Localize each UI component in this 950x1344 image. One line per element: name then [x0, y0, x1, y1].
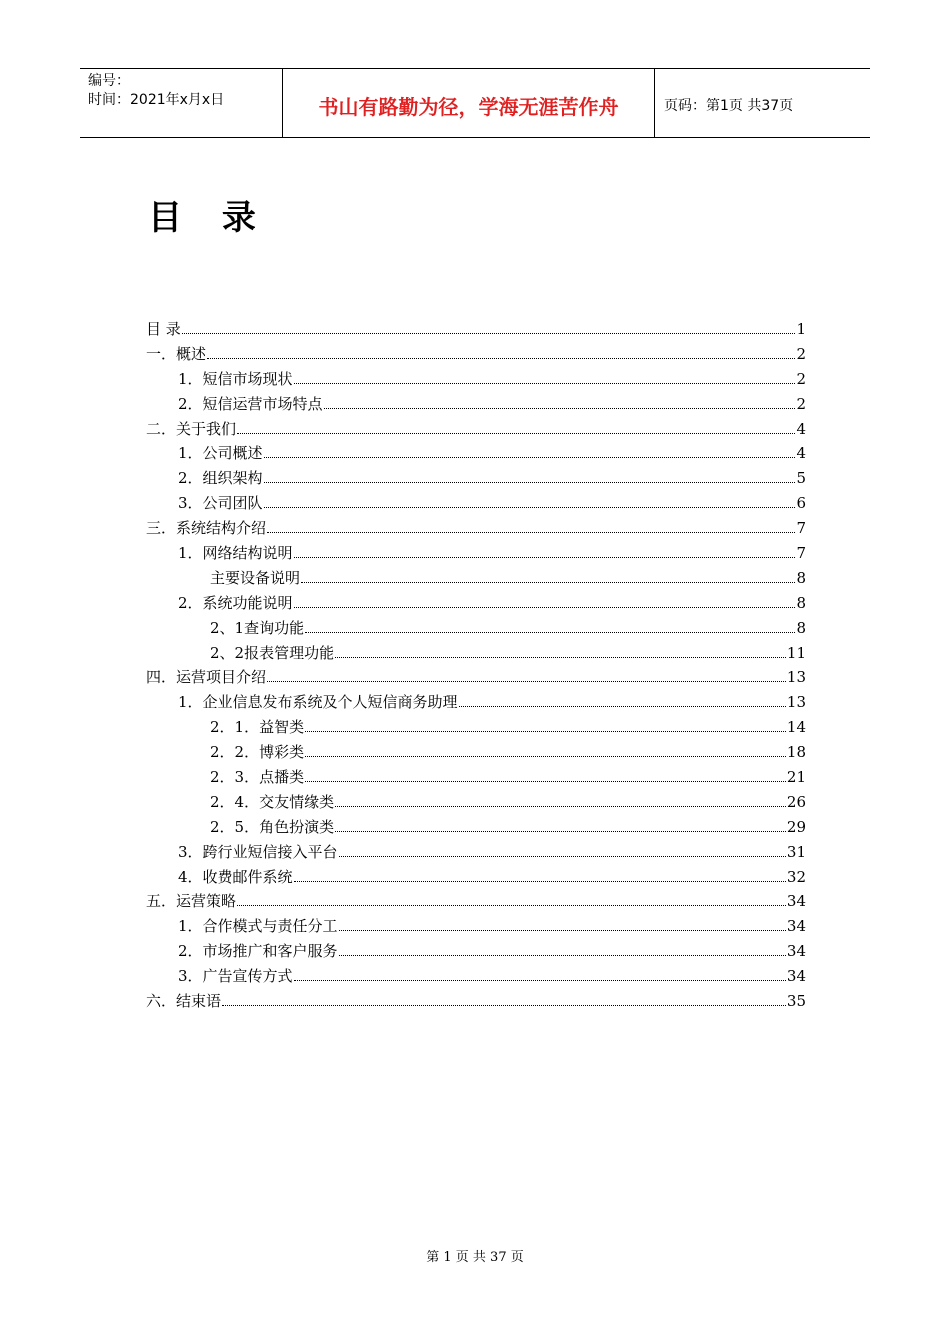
- toc-entry-page: 2: [796, 344, 806, 363]
- table-of-contents: [146, 318, 806, 1015]
- toc-dot-leader: [335, 656, 786, 658]
- toc-entry-page: 34: [786, 942, 806, 961]
- toc-entry-title: 六．结束语: [146, 992, 222, 1011]
- toc-dot-leader: [264, 506, 796, 508]
- toc-entry[interactable]: [146, 542, 806, 567]
- toc-entry-title: 2、1查询功能: [210, 618, 305, 637]
- toc-entry-page: 7: [796, 519, 806, 538]
- toc-entry[interactable]: [146, 492, 806, 517]
- toc-entry[interactable]: [146, 343, 806, 368]
- toc-dot-leader: [267, 531, 795, 533]
- toc-entry[interactable]: [146, 318, 806, 343]
- toc-entry-page: 13: [786, 668, 806, 687]
- toc-entry-title: 1．网络结构说明: [178, 544, 293, 563]
- toc-entry-title: 2、2报表管理功能: [210, 643, 335, 662]
- toc-entry-title: 2．1．益智类: [210, 718, 305, 737]
- toc-entry-page: 13: [786, 693, 806, 712]
- toc-entry-page: 32: [786, 867, 806, 886]
- toc-entry[interactable]: [146, 866, 806, 891]
- toc-dot-leader: [339, 929, 786, 931]
- toc-entry[interactable]: [146, 642, 806, 667]
- toc-entry[interactable]: [146, 467, 806, 492]
- toc-entry-page: 1: [796, 320, 806, 338]
- toc-entry-page: 2: [796, 394, 806, 413]
- toc-dot-leader: [305, 755, 786, 757]
- toc-dot-leader: [264, 456, 796, 458]
- toc-entry-page: 21: [786, 768, 806, 787]
- toc-entry[interactable]: [146, 990, 806, 1015]
- toc-entry[interactable]: [146, 940, 806, 965]
- toc-dot-leader: [305, 631, 795, 633]
- toc-entry-page: 11: [786, 643, 806, 662]
- toc-entry-page: 29: [786, 817, 806, 836]
- toc-dot-leader: [207, 357, 795, 359]
- toc-entry[interactable]: [146, 716, 806, 741]
- toc-entry[interactable]: [146, 691, 806, 716]
- header-meta: [80, 69, 282, 137]
- toc-entry-page: 34: [786, 917, 806, 936]
- toc-entry-page: 2: [796, 369, 806, 388]
- toc-dot-leader: [305, 730, 786, 732]
- toc-entry-page: 6: [796, 494, 806, 513]
- toc-dot-leader: [301, 581, 795, 583]
- toc-entry-title: 3．公司团队: [178, 494, 263, 513]
- toc-dot-leader: [324, 407, 796, 409]
- toc-entry-page: 14: [786, 718, 806, 737]
- toc-entry[interactable]: [146, 741, 806, 766]
- toc-entry-title: 一．概述: [146, 344, 207, 363]
- toc-entry-page: 8: [796, 568, 806, 587]
- toc-dot-leader: [267, 680, 786, 682]
- toc-entry-title: 1．短信市场现状: [178, 369, 293, 388]
- toc-dot-leader: [294, 556, 796, 558]
- toc-entry-page: 34: [786, 892, 806, 911]
- toc-entry[interactable]: [146, 567, 806, 592]
- toc-entry-page: 35: [786, 992, 806, 1011]
- toc-entry-title: 2．市场推广和客户服务: [178, 942, 338, 961]
- toc-entry-title: 五．运营策略: [146, 892, 237, 911]
- toc-entry[interactable]: [146, 841, 806, 866]
- toc-entry-title: 2．5．角色扮演类: [210, 817, 335, 836]
- toc-dot-leader: [335, 805, 786, 807]
- toc-entry[interactable]: [146, 418, 806, 443]
- toc-entry-page: 18: [786, 743, 806, 762]
- header-page-info: 页码：第1页 共37页: [664, 98, 794, 114]
- toc-entry[interactable]: [146, 617, 806, 642]
- toc-dot-leader: [335, 830, 786, 832]
- toc-entry[interactable]: [146, 915, 806, 940]
- page-header: [80, 68, 870, 138]
- toc-entry-title: 2．组织架构: [178, 469, 263, 488]
- toc-entry-page: 8: [796, 593, 806, 612]
- toc-entry-page: 8: [796, 618, 806, 637]
- toc-entry-page: 7: [796, 544, 806, 563]
- document-time-label: 时间：2021年x月x日: [88, 92, 225, 108]
- toc-dot-leader: [294, 382, 796, 384]
- toc-dot-leader: [237, 432, 795, 434]
- toc-dot-leader: [339, 855, 786, 857]
- toc-entry-title: 4．收费邮件系统: [178, 867, 293, 886]
- toc-entry[interactable]: [146, 393, 806, 418]
- toc-entry-title: 2．2．博彩类: [210, 743, 305, 762]
- toc-dot-leader: [222, 1004, 786, 1006]
- toc-entry[interactable]: [146, 592, 806, 617]
- document-number-label: 编号：: [88, 73, 130, 89]
- header-motto: 书山有路勤为径，学海无涯苦作舟: [282, 69, 655, 137]
- toc-entry[interactable]: [146, 517, 806, 542]
- toc-entry-title: 四．运营项目介绍: [146, 668, 267, 687]
- toc-entry-title: 2．3．点播类: [210, 768, 305, 787]
- toc-entry-title: 二．关于我们: [146, 419, 237, 438]
- toc-entry[interactable]: [146, 666, 806, 691]
- toc-entry-page: 5: [796, 469, 806, 488]
- toc-dot-leader: [305, 780, 786, 782]
- toc-entry-page: 31: [786, 842, 806, 861]
- toc-entry-page: 4: [796, 419, 806, 438]
- toc-entry-page: 4: [796, 444, 806, 463]
- toc-entry[interactable]: [146, 816, 806, 841]
- toc-entry[interactable]: [146, 368, 806, 393]
- toc-entry-title: 2．4．交友情缘类: [210, 792, 335, 811]
- toc-entry-page: 26: [786, 792, 806, 811]
- toc-dot-leader: [237, 904, 786, 906]
- page-footer: 第 1 页 共 37 页: [426, 1250, 524, 1265]
- toc-entry[interactable]: [146, 965, 806, 990]
- toc-entry-title: 1．企业信息发布系统及个人短信商务助理: [178, 693, 458, 712]
- toc-entry[interactable]: [146, 791, 806, 816]
- toc-entry-title: 2．短信运营市场特点: [178, 394, 323, 413]
- toc-dot-leader: [339, 954, 786, 956]
- toc-entry[interactable]: [146, 890, 806, 915]
- page-title: 目 录: [148, 198, 270, 238]
- toc-entry[interactable]: [146, 766, 806, 791]
- toc-entry-title: 3．广告宣传方式: [178, 967, 293, 986]
- toc-dot-leader: [182, 332, 796, 334]
- toc-entry[interactable]: [146, 442, 806, 467]
- toc-dot-leader: [459, 705, 786, 707]
- toc-entry-title: 1．公司概述: [178, 444, 263, 463]
- toc-dot-leader: [294, 606, 796, 608]
- toc-dot-leader: [294, 880, 786, 882]
- toc-entry-title: 三．系统结构介绍: [146, 519, 267, 538]
- toc-entry-page: 34: [786, 967, 806, 986]
- toc-entry-title: 2．系统功能说明: [178, 593, 293, 612]
- toc-dot-leader: [294, 979, 786, 981]
- toc-entry-title: 目 录: [146, 320, 181, 338]
- toc-entry-title: 1．合作模式与责任分工: [178, 917, 338, 936]
- toc-entry-title: 主要设备说明: [210, 568, 301, 587]
- toc-dot-leader: [264, 481, 796, 483]
- toc-entry-title: 3．跨行业短信接入平台: [178, 842, 338, 861]
